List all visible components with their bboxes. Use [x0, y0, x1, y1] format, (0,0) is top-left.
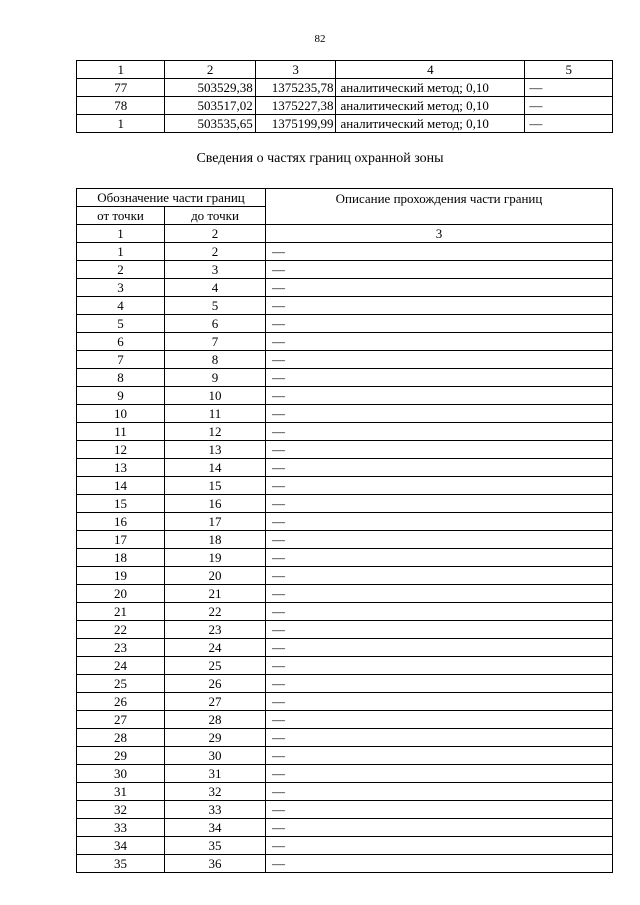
from-point: 20	[77, 585, 165, 603]
table-row	[77, 819, 613, 837]
table-row	[77, 693, 613, 711]
coord-y: 1375235,78	[255, 79, 336, 97]
table-row	[77, 675, 613, 693]
to-point: 30	[165, 747, 266, 765]
part-description: —	[266, 351, 613, 369]
coordinates-row	[77, 79, 613, 97]
from-point: 18	[77, 549, 165, 567]
table-row	[77, 603, 613, 621]
from-point: 22	[77, 621, 165, 639]
part-description: —	[266, 387, 613, 405]
from-point: 21	[77, 603, 165, 621]
note: —	[525, 115, 613, 133]
coordinates-row	[77, 115, 613, 133]
part-description: —	[266, 297, 613, 315]
to-point: 21	[165, 585, 266, 603]
coord-header-4: 4	[336, 61, 525, 79]
method-accuracy: аналитический метод; 0,10	[336, 115, 525, 133]
part-description: —	[266, 603, 613, 621]
table-row	[77, 855, 613, 873]
to-point: 22	[165, 603, 266, 621]
table-row	[77, 621, 613, 639]
from-point: 32	[77, 801, 165, 819]
from-point: 13	[77, 459, 165, 477]
to-point: 7	[165, 333, 266, 351]
table-row	[77, 513, 613, 531]
group-header: Обозначение части границ	[77, 189, 266, 207]
table-row	[77, 549, 613, 567]
to-point: 23	[165, 621, 266, 639]
from-point: 17	[77, 531, 165, 549]
coord-x: 503517,02	[165, 97, 255, 115]
to-point: 19	[165, 549, 266, 567]
from-point: 7	[77, 351, 165, 369]
description-header: Описание прохождения части границ	[266, 189, 613, 225]
part-description: —	[266, 477, 613, 495]
table-row	[77, 351, 613, 369]
to-point: 25	[165, 657, 266, 675]
to-point: 5	[165, 297, 266, 315]
part-description: —	[266, 243, 613, 261]
to-point: 9	[165, 369, 266, 387]
to-point: 14	[165, 459, 266, 477]
part-description: —	[266, 549, 613, 567]
coord-header-1: 1	[77, 61, 165, 79]
to-point: 2	[165, 243, 266, 261]
coord-header-2: 2	[165, 61, 255, 79]
from-point: 29	[77, 747, 165, 765]
to-point: 4	[165, 279, 266, 297]
num-header-2: 2	[165, 225, 266, 243]
coordinates-table	[76, 60, 613, 133]
from-point: 8	[77, 369, 165, 387]
point-number: 78	[77, 97, 165, 115]
part-description: —	[266, 369, 613, 387]
part-description: —	[266, 693, 613, 711]
to-point: 20	[165, 567, 266, 585]
from-point-header: от точки	[77, 207, 165, 225]
table-row	[77, 801, 613, 819]
from-point: 28	[77, 729, 165, 747]
num-header-3: 3	[266, 225, 613, 243]
point-number: 1	[77, 115, 165, 133]
from-point: 6	[77, 333, 165, 351]
from-point: 10	[77, 405, 165, 423]
coord-x: 503529,38	[165, 79, 255, 97]
method-accuracy: аналитический метод; 0,10	[336, 79, 525, 97]
to-point: 34	[165, 819, 266, 837]
to-point: 24	[165, 639, 266, 657]
table-row	[77, 441, 613, 459]
coord-y: 1375227,38	[255, 97, 336, 115]
part-description: —	[266, 639, 613, 657]
table-row	[77, 657, 613, 675]
part-description: —	[266, 459, 613, 477]
from-point: 25	[77, 675, 165, 693]
part-description: —	[266, 837, 613, 855]
table-row	[77, 711, 613, 729]
table-row	[77, 261, 613, 279]
to-point: 33	[165, 801, 266, 819]
part-description: —	[266, 279, 613, 297]
to-point: 35	[165, 837, 266, 855]
from-point: 1	[77, 243, 165, 261]
table-row	[77, 297, 613, 315]
table-row	[77, 783, 613, 801]
from-point: 9	[77, 387, 165, 405]
to-point: 3	[165, 261, 266, 279]
to-point: 18	[165, 531, 266, 549]
part-description: —	[266, 729, 613, 747]
from-point: 12	[77, 441, 165, 459]
part-description: —	[266, 657, 613, 675]
point-number: 77	[77, 79, 165, 97]
note: —	[525, 97, 613, 115]
table-row	[77, 459, 613, 477]
to-point: 10	[165, 387, 266, 405]
part-description: —	[266, 495, 613, 513]
part-description: —	[266, 441, 613, 459]
table-row	[77, 747, 613, 765]
coordinates-header-row	[77, 61, 613, 79]
table-row	[77, 279, 613, 297]
from-point: 5	[77, 315, 165, 333]
table-row	[77, 333, 613, 351]
table-row	[77, 477, 613, 495]
table-row	[77, 243, 613, 261]
part-description: —	[266, 855, 613, 873]
part-description: —	[266, 747, 613, 765]
from-point: 27	[77, 711, 165, 729]
section-title: Сведения о частях границ охранной зоны	[196, 151, 444, 166]
num-header-1: 1	[77, 225, 165, 243]
to-point: 6	[165, 315, 266, 333]
part-description: —	[266, 405, 613, 423]
table-row	[77, 585, 613, 603]
table-row	[77, 387, 613, 405]
from-point: 31	[77, 783, 165, 801]
table-row	[77, 765, 613, 783]
to-point: 27	[165, 693, 266, 711]
table-row	[77, 423, 613, 441]
part-description: —	[266, 261, 613, 279]
coord-header-3: 3	[255, 61, 336, 79]
coord-y: 1375199,99	[255, 115, 336, 133]
from-point: 11	[77, 423, 165, 441]
part-description: —	[266, 675, 613, 693]
table-row	[77, 405, 613, 423]
table-row	[77, 369, 613, 387]
part-description: —	[266, 765, 613, 783]
to-point: 16	[165, 495, 266, 513]
from-point: 26	[77, 693, 165, 711]
boundary-parts-table	[76, 188, 613, 873]
part-description: —	[266, 315, 613, 333]
from-point: 3	[77, 279, 165, 297]
parts-number-header-row	[77, 225, 613, 243]
table-row	[77, 639, 613, 657]
to-point: 17	[165, 513, 266, 531]
from-point: 16	[77, 513, 165, 531]
part-description: —	[266, 783, 613, 801]
from-point: 24	[77, 657, 165, 675]
from-point: 4	[77, 297, 165, 315]
from-point: 30	[77, 765, 165, 783]
coord-x: 503535,65	[165, 115, 255, 133]
to-point: 31	[165, 765, 266, 783]
coord-header-5: 5	[525, 61, 613, 79]
part-description: —	[266, 711, 613, 729]
to-point: 12	[165, 423, 266, 441]
from-point: 15	[77, 495, 165, 513]
to-point: 28	[165, 711, 266, 729]
part-description: —	[266, 423, 613, 441]
from-point: 19	[77, 567, 165, 585]
to-point: 15	[165, 477, 266, 495]
to-point: 29	[165, 729, 266, 747]
part-description: —	[266, 567, 613, 585]
part-description: —	[266, 819, 613, 837]
table-row	[77, 729, 613, 747]
coordinates-row	[77, 97, 613, 115]
from-point: 33	[77, 819, 165, 837]
from-point: 34	[77, 837, 165, 855]
from-point: 35	[77, 855, 165, 873]
table-row	[77, 567, 613, 585]
part-description: —	[266, 621, 613, 639]
to-point: 8	[165, 351, 266, 369]
from-point: 2	[77, 261, 165, 279]
to-point: 32	[165, 783, 266, 801]
to-point: 13	[165, 441, 266, 459]
to-point-header: до точки	[165, 207, 266, 225]
table-row	[77, 531, 613, 549]
note: —	[525, 79, 613, 97]
page-number: 82	[314, 33, 326, 45]
part-description: —	[266, 513, 613, 531]
to-point: 36	[165, 855, 266, 873]
method-accuracy: аналитический метод; 0,10	[336, 97, 525, 115]
part-description: —	[266, 531, 613, 549]
part-description: —	[266, 801, 613, 819]
parts-group-header-row	[77, 189, 613, 207]
table-row	[77, 837, 613, 855]
to-point: 26	[165, 675, 266, 693]
table-row	[77, 315, 613, 333]
part-description: —	[266, 333, 613, 351]
from-point: 14	[77, 477, 165, 495]
from-point: 23	[77, 639, 165, 657]
part-description: —	[266, 585, 613, 603]
to-point: 11	[165, 405, 266, 423]
table-row	[77, 495, 613, 513]
